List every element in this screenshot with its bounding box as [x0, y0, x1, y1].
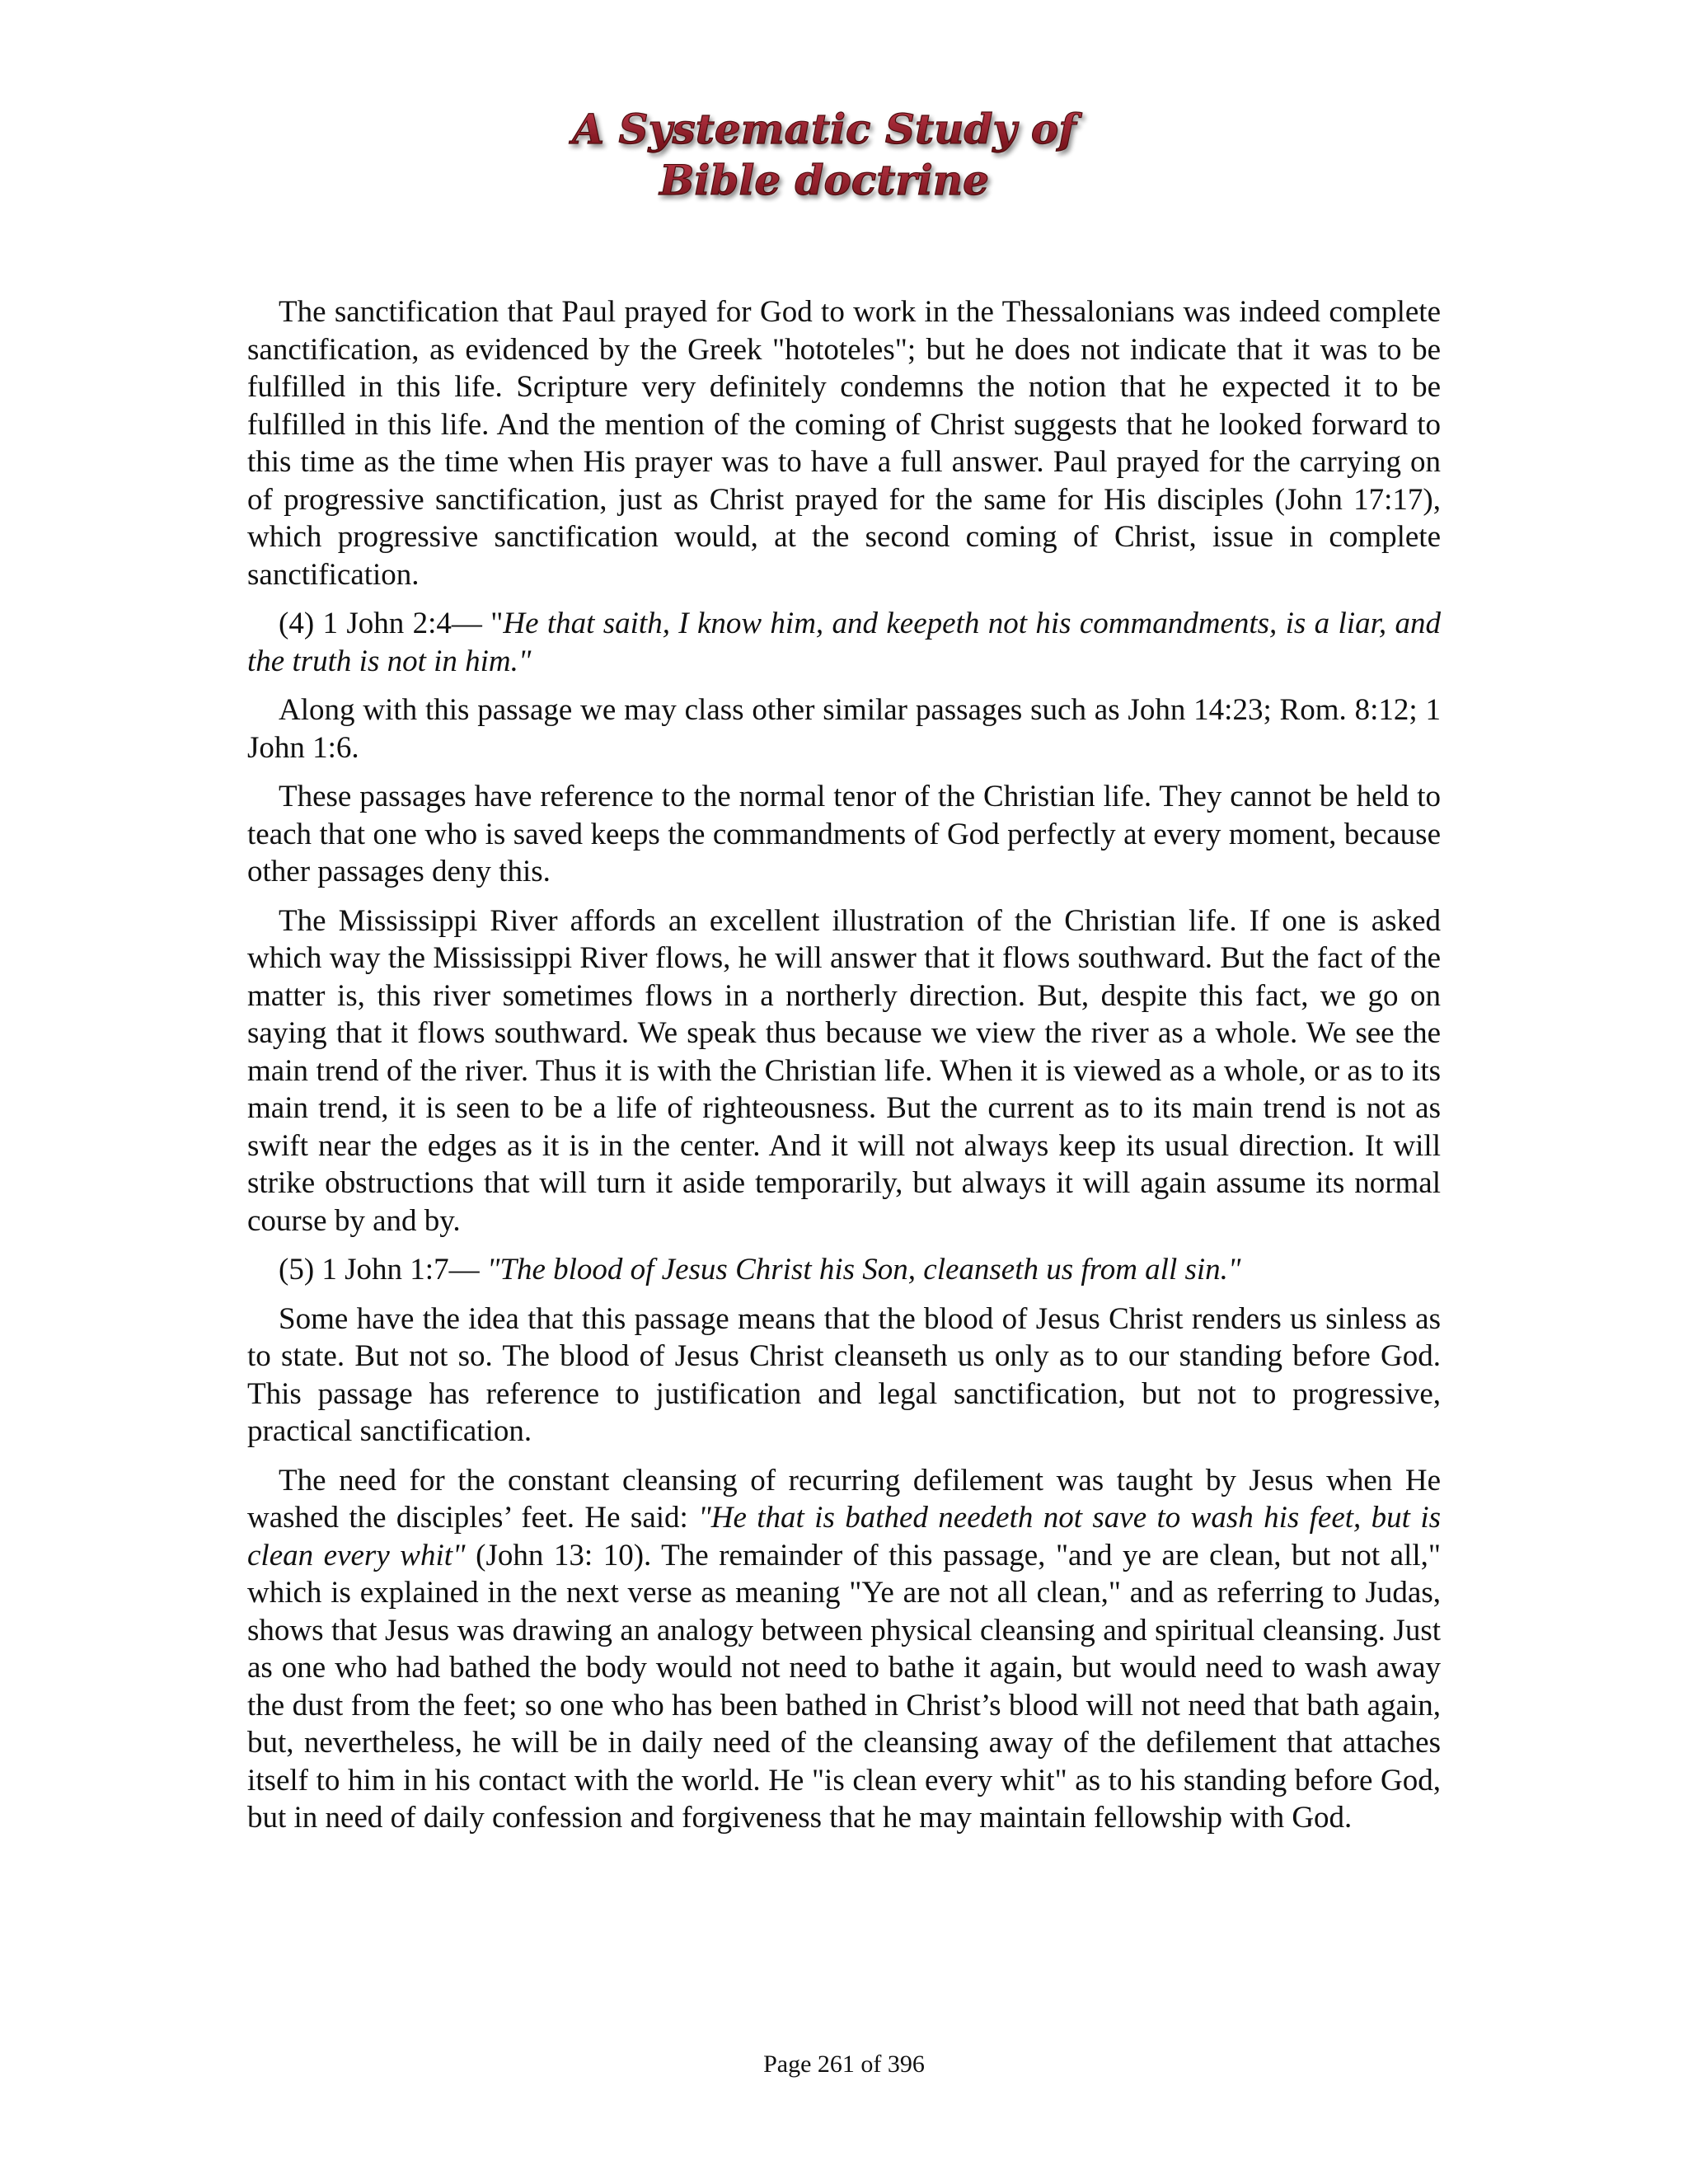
paragraph-mississippi: The Mississippi River affords an excellent illustration of the Christian life. If one is asked which way the Mississippi River flows, he will answer that it flows southward. But the fact of the matter is, this river sometimes flows in a northerly direction. But, despite this fact, we go on saying that it flows southward. We speak thus because we view the river as a whole. We see the main trend of the river. Thus it is with the Christian life. When it is viewed as a whole, or as to its main trend, it is seen to be a life of righteousness. But the current as to its main trend is not as swift near the edges as it is in the center. And it will not always keep its usual direction. It will strike obstructions that will turn it aside temporarily, but always it will again assume its normal course by and by. — [247, 903, 1441, 1238]
point-4-quote: He that saith, I know him, and keepeth not his commandments, is a liar, and the truth is not in him." — [247, 607, 1441, 678]
paragraph-point-5 — [247, 1251, 1441, 1289]
body-text — [247, 293, 1441, 1849]
header-logo — [528, 97, 1121, 213]
point-5-intro: (5) 1 John 1:7— — [279, 1253, 487, 1286]
header-title-graphic — [528, 97, 1121, 213]
header-title-line1: A Systematic Study of — [572, 105, 1076, 153]
point-4-intro: (4) 1 John 2:4— " — [279, 607, 504, 640]
paragraph-similar-passages: Along with this passage we may class other similar passages such as John 14:23; Rom. 8:12; 1 John 1:6. — [247, 693, 1441, 765]
point-5-quote: "The blood of Jesus Christ his Son, cleanseth us from all sin." — [486, 1253, 1241, 1286]
cleansing-rest: (John 13: 10). The remainder of this passage, "and ye are clean, but not all," which is explained in the next verse as meaning "Ye are not all clean," and as referring to Judas, shows that Jesus was drawing an analogy between physical cleansing and spiritual cleansing. Just as one who had bathed the body would not need to bathe it again, but would need to wash away the dust from the feet; so one who has been bathed in Christ’s blood will not need that bath again, but, nevertheless, he will be in daily need of the cleansing away of the defilement that attaches itself to him in his contact with the world. He "is clean every whit" as to his standing before God, but in need of daily confession and forgiveness that he may maintain fellowship with God. — [247, 1538, 1441, 1835]
cleansing-quote: "He that is bathed needeth not save to wash his feet, but is clean every whit" — [247, 1501, 1441, 1572]
paragraph-constant-cleansing — [247, 1462, 1441, 1837]
header-title-line2: Bible doctrine — [659, 156, 989, 204]
page-number: Page 261 of 396 — [763, 2050, 925, 2078]
cleansing-intro: The need for the constant cleansing of recurring defilement was taught by Jesus when He washed the disciples’ feet. He said: — [247, 1463, 1441, 1535]
paragraph-normal-tenor: These passages have reference to the normal tenor of the Christian life. They cannot be held to teach that one who is saved keeps the commandments of God perfectly at every moment, because other passages deny this. — [247, 780, 1441, 888]
paragraph-blood-cleansing: Some have the idea that this passage means that the blood of Jesus Christ renders us sinless as to state. But not so. The blood of Jesus Christ cleanseth us only as to our standing before God. This passage has reference to justification and legal sanctification, but not to progressive, practical sanctification. — [247, 1301, 1441, 1448]
paragraph-sanctification: The sanctification that Paul prayed for God to work in the Thessalonians was indeed complete sanctification, as evidenced by the Greek "hototeles"; but he does not indicate that it was to be fulfilled in this life. Scripture very definitely condemns the notion that he expected it to be fulfilled in this life. And the mention of the coming of Christ suggests that he looked forward to this time as the time when His prayer was to have a full answer. Paul prayed for the carrying on of progressive sanctification, just as Christ prayed for the same for His disciples (John 17:17), which progressive sanctification would, at the second coming of Christ, issue in complete sanctification. — [247, 295, 1441, 592]
paragraph-point-4 — [247, 605, 1441, 680]
